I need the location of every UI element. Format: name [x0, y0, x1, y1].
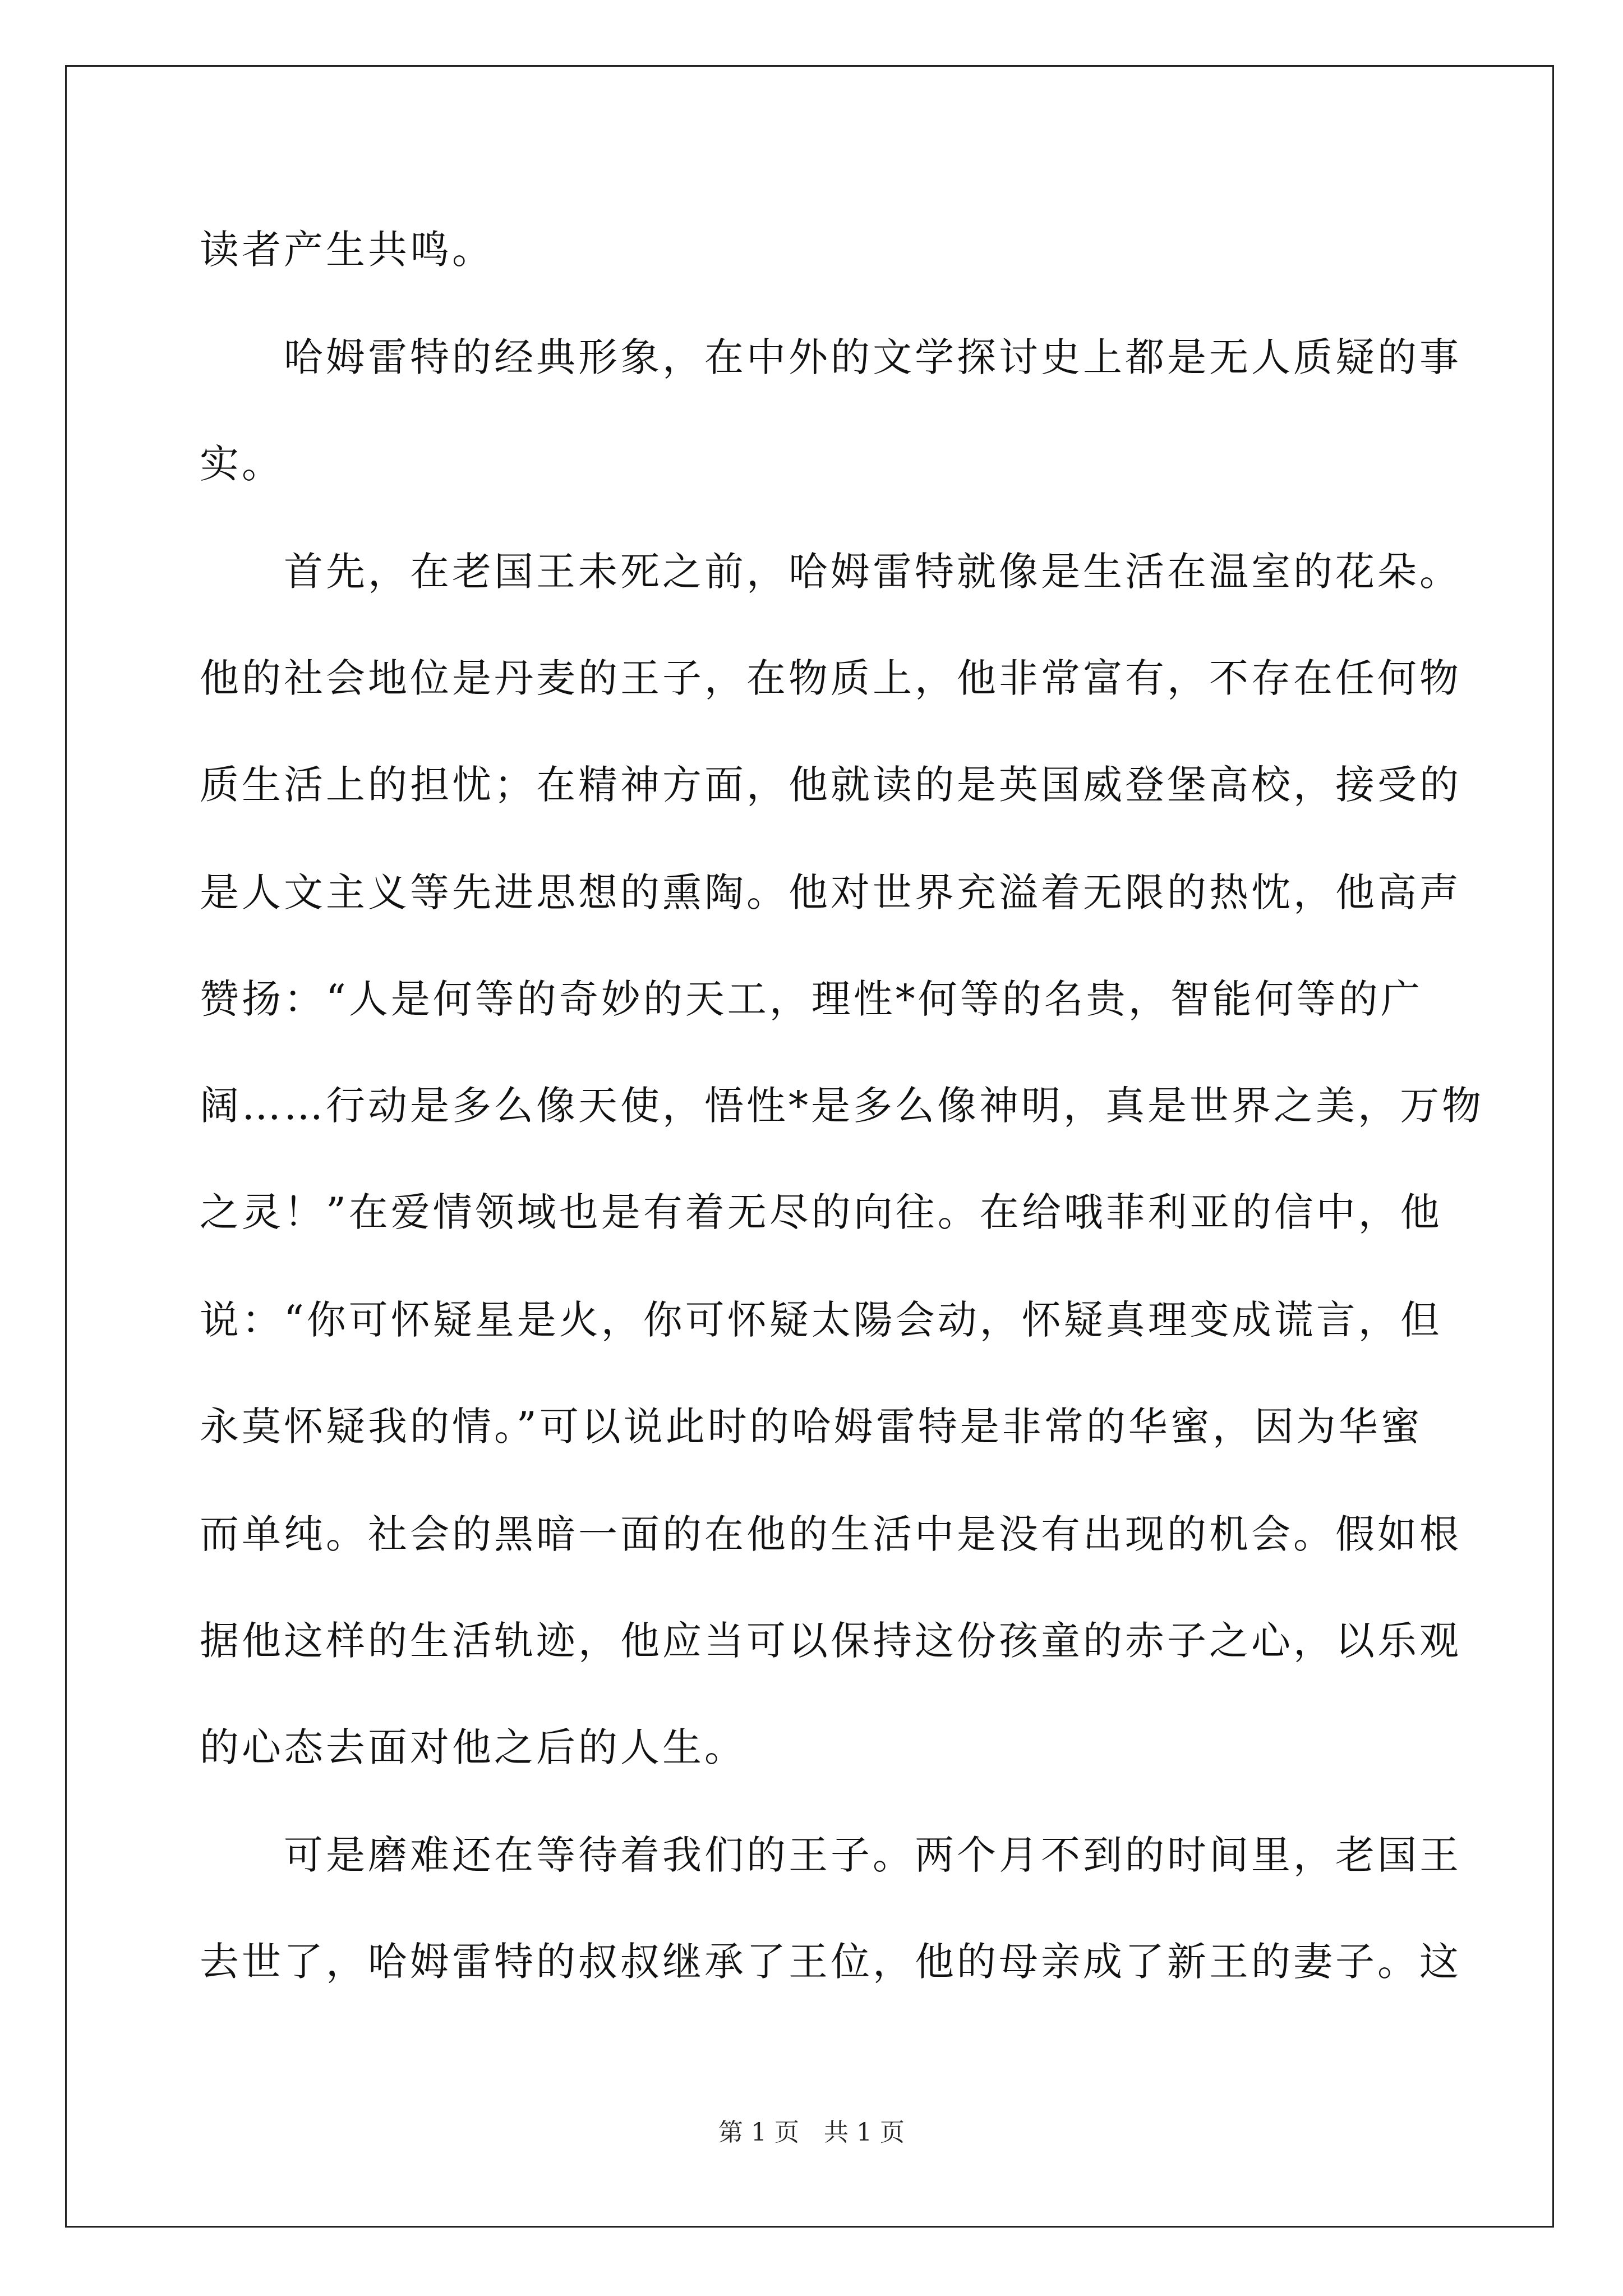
text-line: 说：“你可怀疑星是火，你可怀疑太陽会动，怀疑真理变成谎言，但 — [200, 1297, 1442, 1343]
text-line: 首先，在老国王未死之前，哈姆雷特就像是生活在温室的花朵。 — [200, 549, 1461, 595]
text-line: 而单纯。社会的黑暗一面的在他的生活中是没有出现的机会。假如根 — [200, 1511, 1461, 1557]
text-line: 他的社会地位是丹麦的王子，在物质上，他非常富有，不存在任何物 — [200, 655, 1461, 701]
page-number-footer: 第 1 页 共 1 页 — [718, 2118, 905, 2147]
text-line: 去世了，哈姆雷特的叔叔继承了王位，他的母亲成了新王的妻子。这 — [200, 1939, 1461, 1985]
text-line: 实。 — [200, 441, 284, 487]
text-line: 的心态去面对他之后的人生。 — [200, 1724, 746, 1770]
text-line: 赞扬：“人是何等的奇妙的天工，理性*何等的名贵，智能何等的广 — [200, 976, 1423, 1022]
text-line: 哈姆雷特的经典形象，在中外的文学探讨史上都是无人质疑的事 — [200, 334, 1461, 380]
text-line: 据他这样的生活轨迹，他应当可以保持这份孩童的赤子之心，以乐观 — [200, 1618, 1461, 1664]
text-line: 永莫怀疑我的情。”可以说此时的哈姆雷特是非常的华蜜，因为华蜜 — [200, 1404, 1423, 1450]
text-line: 读者产生共鸣。 — [200, 227, 494, 273]
text-line: 阔……行动是多么像天使，悟性*是多么像神明，真是世界之美，万物 — [200, 1083, 1484, 1129]
text-line: 质生活上的担忧；在精神方面，他就读的是英国威登堡高校，接受的 — [200, 762, 1461, 808]
text-line: 是人文主义等先进思想的熏陶。他对世界充溢着无限的热忱，他高声 — [200, 869, 1461, 915]
page-border — [65, 65, 1554, 2228]
text-line: 之灵！”在爱情领域也是有着无尽的向往。在给哦菲利亚的信中，他 — [200, 1189, 1442, 1235]
text-line: 可是磨难还在等待着我们的王子。两个月不到的时间里，老国王 — [200, 1832, 1461, 1878]
